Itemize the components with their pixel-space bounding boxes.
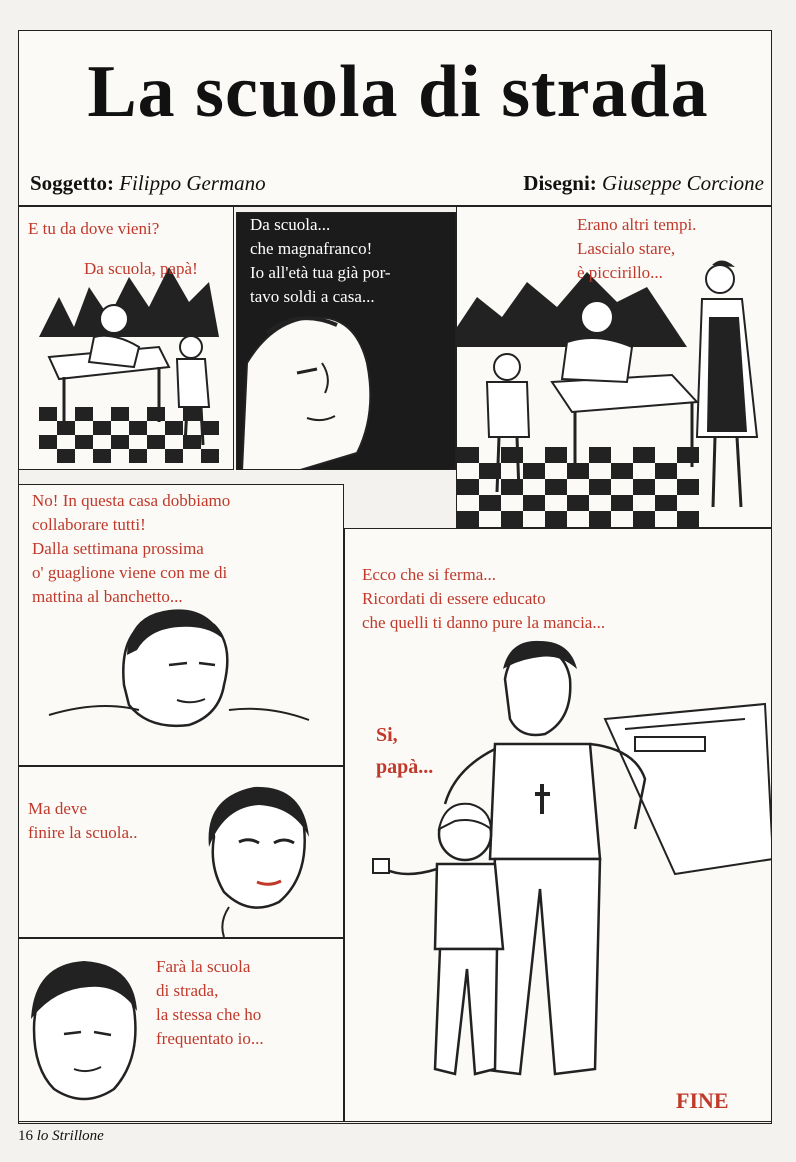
p6-line-1: Farà la scuola <box>156 957 251 976</box>
page-number: 16 <box>18 1128 33 1144</box>
p4-line-4: o' guaglione viene con me di <box>32 563 228 582</box>
p1-dialogue-son: Da scuola, papà! <box>84 259 198 278</box>
story-label: Soggetto: <box>30 171 114 195</box>
end-label: FINE <box>676 1088 729 1113</box>
p7-reply-1: Si, <box>376 724 398 746</box>
art-credit <box>523 171 764 196</box>
p4-line-1: No! In questa casa dobbiamo <box>32 491 231 510</box>
panel-5 <box>18 766 344 938</box>
page-title: La scuola di strada <box>87 51 709 133</box>
p6-line-4: frequentato io... <box>156 1029 264 1048</box>
p2-line-3: Io all'età tua già por- <box>250 263 391 282</box>
p7-line-1: Ecco che si ferma... <box>362 565 497 584</box>
p2-line-1: Da scuola... <box>250 215 331 234</box>
panel-5-art <box>19 767 344 938</box>
p3-line-2: Lascialo stare, <box>577 239 676 258</box>
p3-line-3: è piccirillo... <box>577 263 663 282</box>
p6-line-3: la stessa che ho <box>156 1005 262 1024</box>
p5-line-2: finire la scuola.. <box>28 823 138 842</box>
p4-line-3: Dalla settimana prossima <box>32 539 204 558</box>
story-author: Filippo Germano <box>119 171 266 195</box>
p1-dialogue-father: E tu da dove vieni? <box>28 219 160 238</box>
p3-line-1: Erano altri tempi. <box>577 215 697 234</box>
p7-line-3: che quelli ti danno pure la mancia... <box>362 613 606 632</box>
art-label: Disegni: <box>523 171 597 195</box>
p2-line-4: tavo soldi a casa... <box>250 287 375 306</box>
page-footer <box>18 1128 104 1145</box>
panel-1 <box>18 206 234 470</box>
p6-line-2: di strada, <box>156 981 219 1000</box>
checker-floor-3 <box>457 447 699 527</box>
magazine-name: lo Strillone <box>36 1128 104 1144</box>
p2-line-2: che magnafranco! <box>250 239 373 258</box>
checker-floor <box>39 407 219 463</box>
panel-1-art <box>19 207 234 470</box>
p5-line-1: Ma deve <box>28 799 88 818</box>
story-credit <box>30 171 266 196</box>
p4-line-2: collaborare tutti! <box>32 515 146 534</box>
p4-line-5: mattina al banchetto... <box>32 587 183 606</box>
p7-line-2: Ricordati di essere educato <box>362 589 546 608</box>
p7-reply-2: papà... <box>376 756 434 778</box>
art-author: Giuseppe Corcione <box>602 171 764 195</box>
